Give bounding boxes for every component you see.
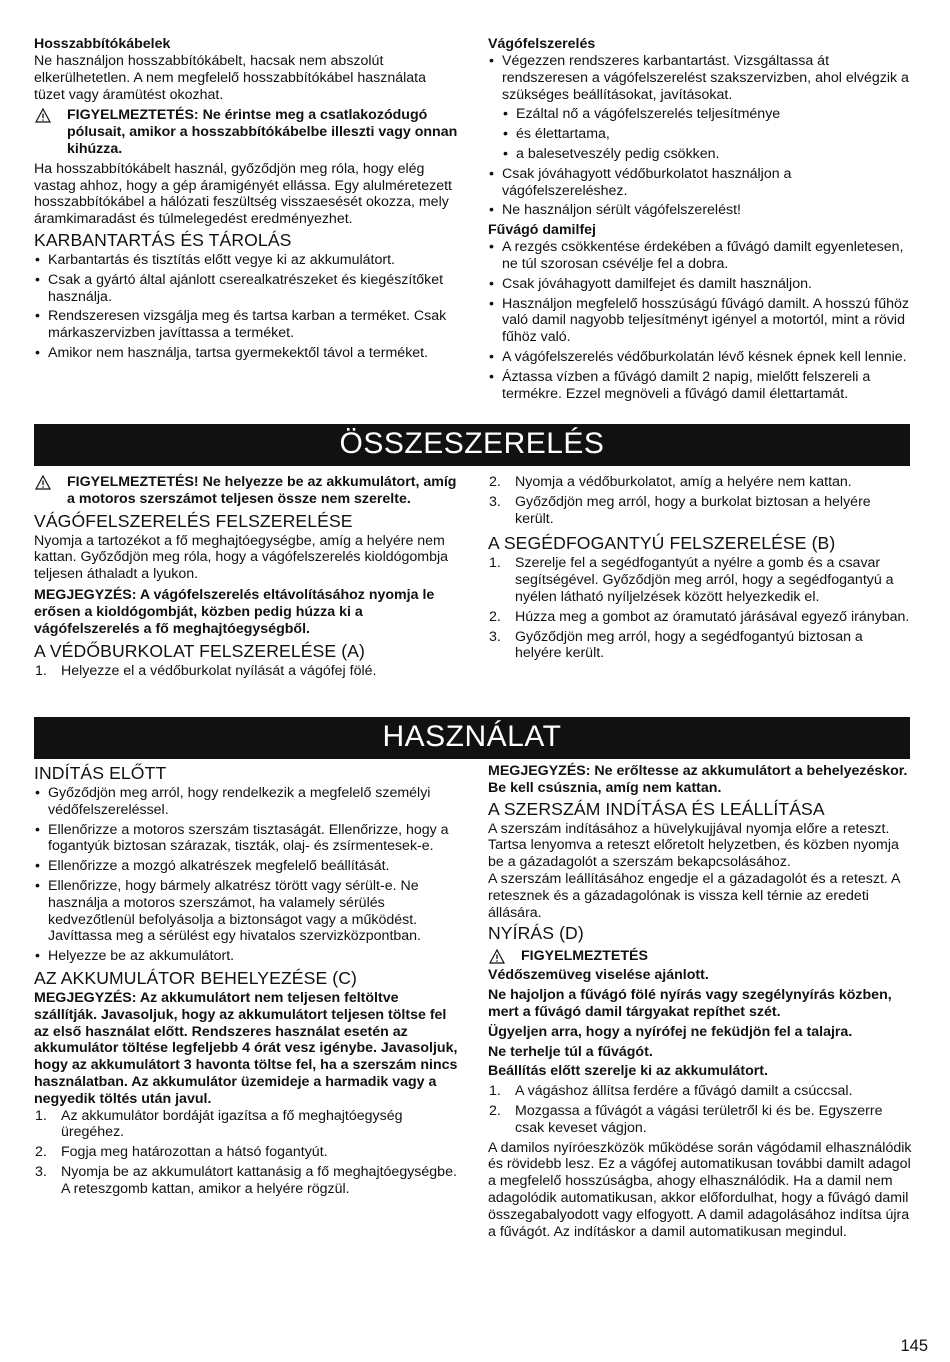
- list-item: • Ellenőrizze, hogy bármely alkatrész törött vagy sérült-e. Ne használja a motoros szerszámot, ha valamely sérülés kedvezőtlenül befolyásolja a biztonságot vagy a működést. Javíttassa meg a sérülést egy hivatalos szervizközpontban.: [34, 878, 458, 945]
- assembly-warning: [34, 474, 458, 508]
- extension-cords-title: Hosszabbítókábelek: [34, 36, 171, 52]
- list-item: • Csak jóváhagyott damilfejet és damilt használjon.: [488, 276, 912, 293]
- guard-steps-cont: [488, 474, 912, 527]
- list-item: • Csak jóváhagyott védőburkolatot használjon a vágófelszereléshez.: [488, 166, 912, 200]
- cutting-equipment-list-2: [488, 166, 912, 219]
- assembly-banner: ÖSSZESZERELÉS: [34, 424, 910, 466]
- list-item: 3. Győződjön meg arról, hogy a burkolat biztosan a helyére került.: [489, 493, 871, 527]
- assembly-warning-text: FIGYELMEZTETÉS! Ne helyezze be az akkumulátort, amíg a motoros szerszámot teljesen össze nem szerelte.: [67, 474, 457, 507]
- guard-steps: [34, 663, 458, 680]
- trimming-warning-label: FIGYELMEZTETÉS: [521, 948, 648, 965]
- list-item: • Győződjön meg arról, hogy rendelkezik a megfelelő személyi védőfelszereléssel.: [34, 785, 458, 819]
- trimmer-head-list: [488, 239, 912, 402]
- usage-section: [34, 763, 912, 1240]
- battery-heading: AZ AKKUMULÁTOR BEHELYEZÉSE (C): [34, 967, 358, 988]
- list-item: • Helyezze be az akkumulátort.: [34, 948, 458, 965]
- trimming-safety-line: Védőszemüveg viselése ajánlott.: [488, 967, 709, 984]
- list-item: • Rendszeresen vizsgálja meg és tartsa karban a terméket. Csak márkaszervizben javíttassa a terméket.: [34, 308, 458, 342]
- trimming-heading: NYÍRÁS (D): [488, 923, 584, 944]
- maintenance-heading: KARBANTARTÁS ÉS TÁROLÁS: [34, 229, 292, 250]
- assembly-left-column: [34, 474, 458, 683]
- list-item: 2. Fogja meg határozottan a hátsó fogantyút.: [35, 1144, 328, 1161]
- trimming-safety-line: Ügyeljen arra, hogy a nyírófej ne feküdjön fel a talajra.: [488, 1023, 853, 1040]
- aux-handle-heading: A SEGÉDFOGANTYÚ FELSZERELÉSE (B): [488, 533, 836, 554]
- extension-cords-text: Ne használjon hosszabbítókábelt, hacsak nem abszolút elkerülhetetlen. A nem megfelelő hosszabbítókábel használata tüzet vagy áramütést okozhat.: [34, 53, 426, 103]
- start-stop-heading: A SZERSZÁM INDÍTÁSA ÉS LEÁLLÍTÁSA: [488, 798, 825, 819]
- trimming-safety-line: Ne terhelje túl a fűvágót.: [488, 1043, 653, 1060]
- list-item: • Ezáltal nő a vágófelszerelés teljesítménye: [502, 106, 912, 123]
- cutting-equipment-title: Vágófelszerelés: [488, 36, 596, 52]
- list-item: 3. Nyomja be az akkumulátort kattanásig a fő meghajtóegységbe. A reteszgomb kattan, amikor a helyére rögzül.: [35, 1163, 457, 1197]
- trimming-safety-line: Ne hajoljon a fűvágó fölé nyírás vagy szegélynyírás közben, mert a fűvágó damil tárgyakat repíthet szét.: [488, 987, 892, 1020]
- cutting-equipment-list: [488, 53, 912, 103]
- list-item: 2. Húzza meg a gombot az óramutató járásával egyező irányban.: [489, 608, 910, 625]
- page-number: 145: [900, 1337, 928, 1355]
- list-item: • Végezzen rendszeres karbantartást. Vizsgáltassa át rendszeresen a vágófelszerelést szakszervizben, ahol elvégzik a szükséges beállításokat, javításokat.: [488, 53, 912, 103]
- list-item: 1. Helyezze el a védőburkolat nyílását a vágófej fölé.: [35, 663, 377, 680]
- warning-triangle-icon: [35, 475, 51, 490]
- list-item: • Ellenőrizze a mozgó alkatrészek megfelelő beállítását.: [34, 858, 458, 875]
- battery-insert-note: MEGJEGYZÉS: Ne erőltesse az akkumulátort a behelyezéskor. Be kell csúsznia, amíg nem kattan.: [488, 763, 908, 796]
- list-item: • Karbantartás és tisztítás előtt vegye ki az akkumulátort.: [34, 252, 458, 269]
- top-left-column: [34, 36, 458, 405]
- warning-triangle-icon: [489, 949, 505, 964]
- list-item: • Áztassa vízben a fűvágó damilt 2 napig, mielőtt felszereli a termékre. Ezzel megnöveli a fűvágó damil élettartamát.: [488, 369, 912, 403]
- list-item: • A rezgés csökkentése érdekében a fűvágó damilt egyenletesen, ne túl szorosan csévélje fel a dobra.: [488, 239, 912, 273]
- trimmer-head-title: Fűvágó damilfej: [488, 222, 596, 239]
- list-item: 1. Az akkumulátor bordáját igazítsa a fő meghajtóegység üregéhez.: [35, 1107, 403, 1141]
- usage-left-column: [34, 763, 458, 1240]
- extension-warning: [34, 107, 458, 157]
- list-item: • és élettartama,: [502, 126, 912, 143]
- usage-banner: HASZNÁLAT: [34, 717, 910, 759]
- list-item: 2. Mozgassa a fűvágót a vágási területről ki és be. Egyszerre csak keveset vágjon.: [489, 1102, 883, 1136]
- top-right-column: [488, 36, 912, 405]
- before-start-list: [34, 785, 458, 965]
- list-item: 3. Győződjön meg arról, hogy a segédfogantyú biztosan a helyére került.: [489, 628, 863, 662]
- extension-warning-text: FIGYELMEZTETÉS: Ne érintse meg a csatlakozódugó pólusait, amikor a hosszabbítókábelbe illeszti vagy onnan kihúzza.: [67, 107, 458, 157]
- stop-text: A szerszám leállításához engedje el a gázadagolót és a reteszt. A retesznek és a gázadagolónak is vissza kell térnie az eredeti állására.: [488, 870, 900, 921]
- before-start-heading: INDÍTÁS ELŐTT: [34, 763, 167, 783]
- list-item: • Csak a gyártó által ajánlott cserealkatrészeket és kiegészítőket használja.: [34, 272, 458, 306]
- top-section: [34, 36, 912, 405]
- list-item: 1. Szerelje fel a segédfogantyút a nyélre a gomb és a csavar segítségével. Győződjön meg arról, hogy a segédfogantyú a nyélen látható nyíljelzések között helyezkedik el.: [489, 555, 894, 605]
- guard-heading: A VÉDŐBURKOLAT FELSZERELÉSE (A): [34, 641, 365, 662]
- extension-cords-text-2: Ha hosszabbítókábelt használ, győződjön meg róla, hogy elég vastag ahhoz, hogy a gép áramigényét ellássa. Egy alulméretezett hosszabbítókábel a hálózati feszültség visszaesését okozza, mely áramkimaradást és túlmelegedést eredményezhet.: [34, 160, 452, 228]
- assembly-section: [34, 474, 912, 683]
- list-item: • Ellenőrizze a motoros szerszám tisztaságát. Ellenőrizze, hogy a fogantyúk biztosan szárazak, tiszták, olaj- és zsírmentesek-e.: [34, 822, 458, 856]
- list-item: • Használjon megfelelő hosszúságú fűvágó damilt. A hosszú fűhöz való damil nagyobb teljesítményt igényel a motortól, mint a rövid fűhöz való.: [488, 296, 912, 346]
- usage-right-column: [488, 763, 912, 1240]
- cutting-attachment-heading: VÁGÓFELSZERELÉS FELSZERELÉSE: [34, 510, 353, 531]
- list-item: 1. A vágáshoz állítsa ferdére a fűvágó damilt a csúccsal.: [489, 1083, 853, 1100]
- battery-note: MEGJEGYZÉS: Az akkumulátort nem teljesen feltöltve szállítják. Javasoljuk, hogy az akkumulátort teljesen töltse fel az első használat előtt. Rendszeres használat esetén az akkumulátor töltése legfeljebb 4 órát vesz igénybe. Javasoljuk, hogy az akkumulátort 3 havonta töltse fel, ha a szerszám nincs használatban. Az akkumulátor üzemideje a harmadik vagy a negyedik töltés után javul.: [34, 989, 458, 1107]
- trimming-safety-line: Beállítás előtt szerelje ki az akkumulátort.: [488, 1063, 768, 1080]
- list-item: • a balesetveszély pedig csökken.: [502, 146, 912, 163]
- cutting-equipment-sublist: [488, 106, 912, 162]
- battery-steps: [34, 1108, 458, 1198]
- assembly-right-column: [488, 474, 912, 683]
- trimming-warning: [488, 948, 912, 965]
- cutting-attachment-text: Nyomja a tartozékot a fő meghajtóegységbe, amíg a helyére nem kattan. Győződjön meg róla, hogy a vágófelszerelés kioldógombja teljesen áthaladt a lyukon.: [34, 532, 449, 583]
- start-text: A szerszám indításához a hüvelykujjával nyomja előre a reteszt. Tartsa lenyomva a reteszt előretolt helyzetben, és közben nyomja be a gázadagolót a szerszám bekapcsolásához.: [488, 820, 899, 871]
- maintenance-list: [34, 252, 458, 362]
- list-item: 2. Nyomja a védőburkolatot, amíg a helyére nem kattan.: [489, 474, 852, 490]
- list-item: • A vágófelszerelés védőburkolatán lévő késnek épnek kell lennie.: [488, 349, 912, 366]
- list-item: • Ne használjon sérült vágófelszerelést!: [488, 202, 912, 219]
- warning-triangle-icon: [35, 108, 51, 123]
- trimming-steps: [488, 1083, 912, 1136]
- list-item: • Amikor nem használja, tartsa gyermekektől távol a terméket.: [34, 345, 458, 362]
- line-feed-text: A damilos nyíróeszközök működése során vágódamil elhasználódik és rövidebb lesz. Ez a vágófej automatikusan további damilt adagol a megfelelő hosszúságba, ahogy elhasználódik. Ha a damil nem adagolódik automatikusan, akkor előfordulhat, hogy a fűvágó damil összegabalyodott vagy elfogyott. A damil adagolásához indítsa újra a fűvágót. Az indításkor a damil automatikusan megindul.: [488, 1139, 912, 1240]
- cutting-attachment-note: MEGJEGYZÉS: A vágófelszerelés eltávolításához nyomja le erősen a kioldógombját, közben pedig húzza ki a vágófelszerelés a fő meghajtóegységből.: [34, 586, 435, 637]
- aux-handle-steps: [488, 555, 912, 662]
